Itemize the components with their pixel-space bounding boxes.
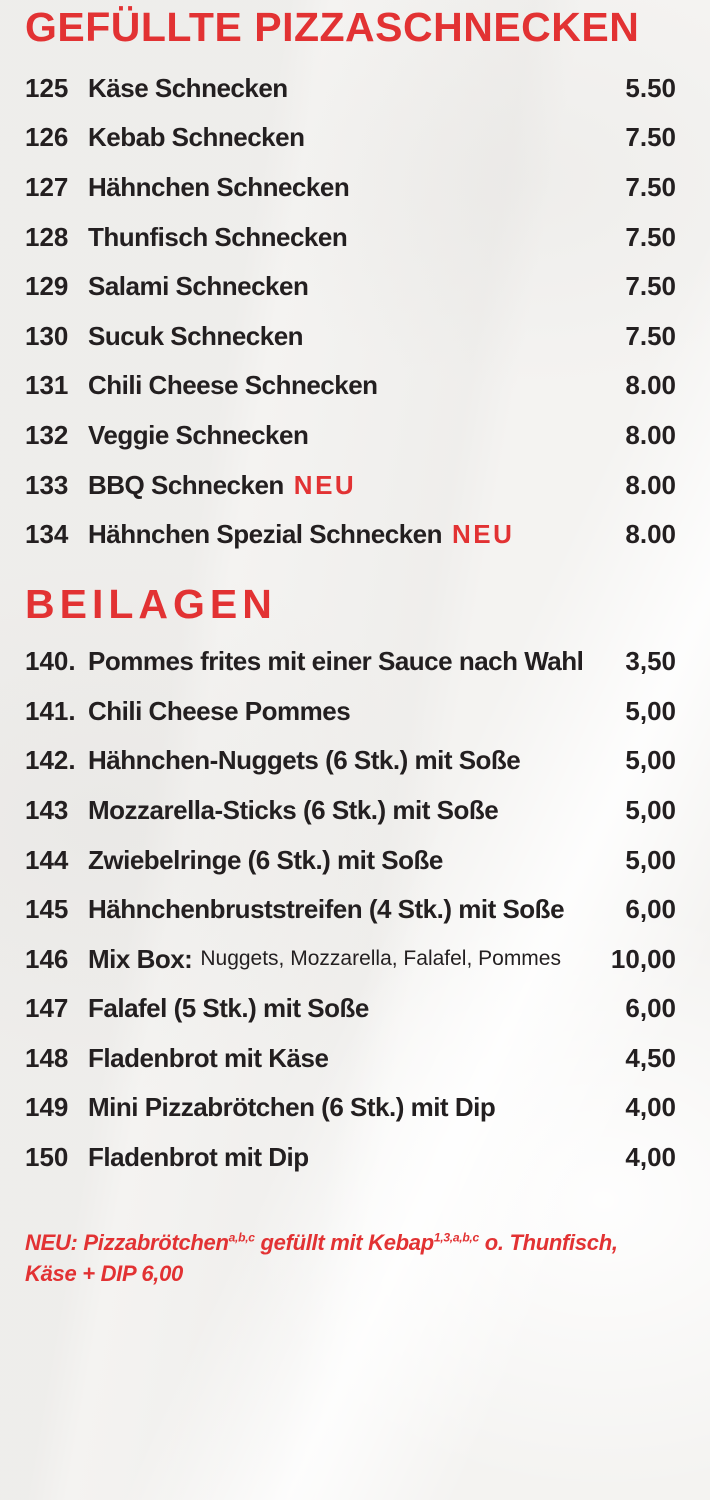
menu-item-row: [25, 311, 676, 361]
item-name: Pommes frites mit einer Sauce nach Wahl: [88, 646, 584, 677]
item-number: 141.: [25, 695, 76, 726]
footnote-text: NEU: Pizzabrötchen: [25, 1230, 229, 1256]
item-name: Fladenbrot mit Dip: [88, 1142, 309, 1173]
menu-item-row: [25, 212, 676, 262]
menu-item-row: [25, 835, 676, 885]
menu-item-row: [25, 460, 676, 510]
new-badge: NEU: [452, 519, 515, 550]
menu-item-row: [25, 1083, 676, 1133]
item-number: 129: [25, 271, 69, 302]
item-name: Mozzarella-Sticks (6 Stk.) mit Soße: [88, 794, 499, 825]
item-price: 10,00: [610, 943, 676, 974]
menu-item-row: [25, 686, 676, 736]
item-number: 126: [25, 122, 69, 153]
item-number: 142.: [25, 745, 76, 776]
item-name: Hähnchen Spezial Schnecken: [88, 519, 443, 550]
menu-item-row: [25, 934, 676, 984]
menu-item-row: [25, 736, 676, 786]
menu-item-row: [25, 262, 676, 312]
item-price: 5,00: [625, 794, 676, 825]
item-name: Chili Cheese Pommes: [88, 695, 351, 726]
item-price: 4,50: [625, 1042, 676, 1073]
item-number: 127: [25, 171, 69, 202]
footnote-text: o. Thunfisch,: [478, 1230, 618, 1256]
footnote: [25, 1228, 676, 1290]
item-number: 148: [25, 1042, 69, 1073]
new-badge: NEU: [293, 469, 357, 500]
item-price: 7.50: [625, 320, 676, 351]
item-number: 147: [25, 993, 69, 1024]
item-name: Salami Schnecken: [88, 271, 309, 302]
item-price: 7.50: [625, 271, 676, 302]
item-name: Käse Schnecken: [88, 72, 288, 103]
section-title: BEILAGEN: [25, 581, 277, 628]
item-number: 150: [25, 1142, 69, 1173]
item-price: 6,00: [625, 993, 676, 1024]
item-price: 3,50: [625, 646, 676, 677]
item-price: 5,00: [625, 695, 676, 726]
item-price: 8.00: [625, 469, 676, 500]
item-name: Hähnchen-Nuggets (6 Stk.) mit Soße: [88, 745, 521, 776]
menu-item-row: [25, 361, 676, 411]
item-name: Thunfisch Schnecken: [88, 221, 348, 252]
item-name: Falafel (5 Stk.) mit Soße: [88, 993, 369, 1024]
item-price: 8.00: [625, 419, 676, 450]
item-name: Sucuk Schnecken: [88, 320, 304, 351]
menu-item-row: [25, 411, 676, 461]
item-name: Chili Cheese Schnecken: [88, 370, 378, 401]
item-number: 133: [25, 469, 69, 500]
item-price: 7.50: [625, 221, 676, 252]
item-number: 134: [25, 519, 69, 550]
footnote-superscript: a,b,c: [228, 1231, 255, 1246]
item-name: Hähnchenbruststreifen (4 Stk.) mit Soße: [88, 894, 565, 925]
item-number: 149: [25, 1092, 69, 1123]
item-number: 140.: [25, 646, 76, 677]
item-name: Kebab Schnecken: [88, 122, 305, 153]
menu-item-row: [25, 984, 676, 1034]
menu-item-row: [25, 786, 676, 836]
item-number: 146: [25, 943, 69, 974]
menu-item-row: [25, 637, 676, 687]
item-number: 130: [25, 320, 69, 351]
item-number: 144: [25, 844, 69, 875]
menu-item-row: [25, 885, 676, 935]
item-name: Fladenbrot mit Käse: [88, 1042, 329, 1073]
footnote-line: [25, 1259, 676, 1290]
menu-item-row: [25, 1133, 676, 1183]
item-number: 145: [25, 894, 69, 925]
item-number: 131: [25, 370, 69, 401]
item-price: 8.00: [625, 370, 676, 401]
section-title: GEFÜLLTE PIZZASCHNECKEN: [25, 4, 640, 50]
item-price: 5,00: [625, 745, 676, 776]
item-price: 7.50: [625, 122, 676, 153]
menu-item-row: [25, 1034, 676, 1084]
item-price: 8.00: [625, 519, 676, 550]
item-name: Mix Box:: [88, 943, 193, 974]
item-name: BBQ Schnecken: [88, 469, 284, 500]
menu-item-row: [25, 163, 676, 213]
item-price: 6,00: [625, 894, 676, 925]
item-number: 143: [25, 794, 69, 825]
item-price: 5,00: [625, 844, 676, 875]
item-number: 128: [25, 221, 69, 252]
menu-item-row: [25, 63, 676, 113]
footnote-text: gefüllt mit Kebap: [254, 1230, 434, 1256]
item-price: 4,00: [625, 1092, 676, 1123]
item-detail: Nuggets, Mozzarella, Falafel, Pommes: [200, 947, 561, 971]
item-name: Veggie Schnecken: [88, 419, 309, 450]
footnote-superscript: 1,3,a,b,c: [433, 1231, 479, 1246]
item-price: 4,00: [625, 1142, 676, 1173]
item-number: 132: [25, 419, 69, 450]
menu-item-row: [25, 510, 676, 560]
item-price: 5.50: [625, 72, 676, 103]
item-name: Hähnchen Schnecken: [88, 171, 350, 202]
item-price: 7.50: [625, 171, 676, 202]
item-number: 125: [25, 72, 69, 103]
menu-item-row: [25, 113, 676, 163]
item-name: Mini Pizzabrötchen (6 Stk.) mit Dip: [88, 1092, 496, 1123]
footnote-line: [25, 1228, 676, 1259]
item-name: Zwiebelringe (6 Stk.) mit Soße: [88, 844, 443, 875]
footnote-text: Käse + DIP 6,00: [25, 1261, 183, 1287]
